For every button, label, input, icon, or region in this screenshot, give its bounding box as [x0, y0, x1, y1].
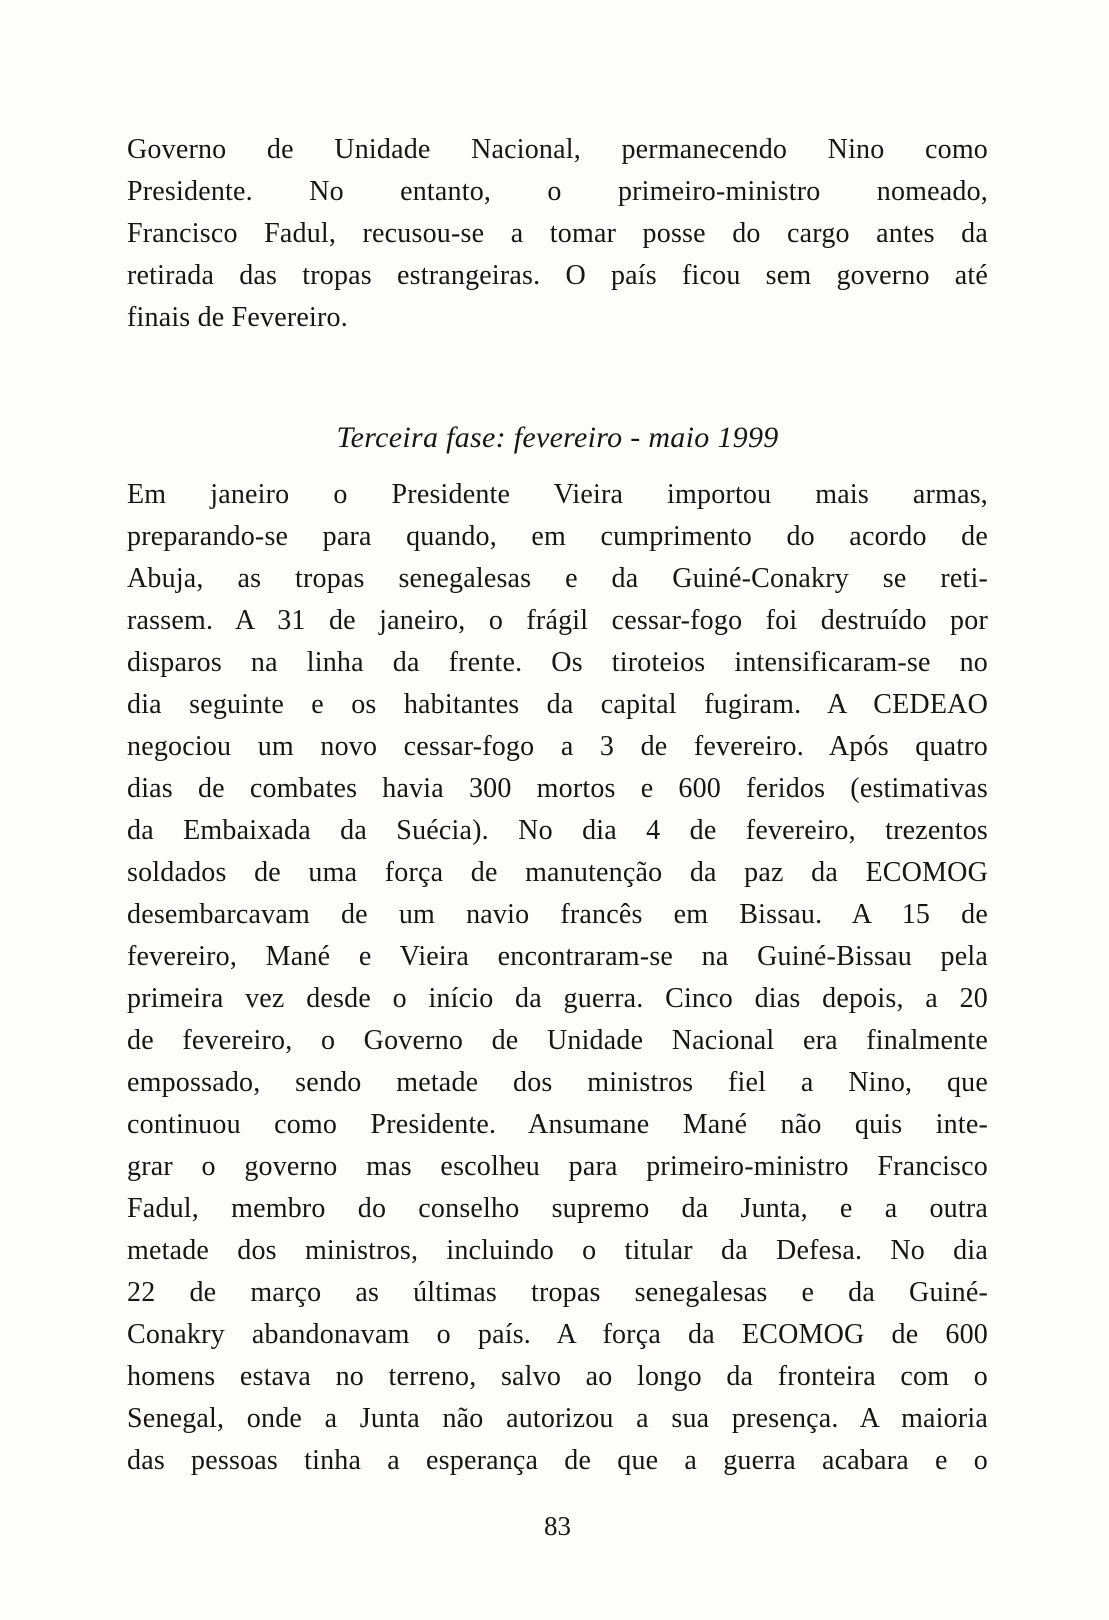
text-line: finais de Fevereiro.: [127, 302, 348, 333]
text-line: fevereiro, Mané e Vieira encontraram-se na Guiné-Bissau pela: [127, 941, 988, 972]
text-line: continuou como Presidente. Ansumane Mané não quis inte-: [127, 1109, 988, 1140]
text-line: desembarcavam de um navio francês em Bissau. A 15 de: [127, 899, 988, 930]
text-line: homens estava no terreno, salvo ao longo da fronteira com o: [127, 1361, 988, 1392]
text-line: grar o governo mas escolheu para primeiro-ministro Francisco: [127, 1151, 988, 1182]
text-line: metade dos ministros, incluindo o titular da Defesa. No dia: [127, 1235, 988, 1266]
text-line: dia seguinte e os habitantes da capital fugiram. A CEDEAO: [127, 689, 988, 720]
text-line: Abuja, as tropas senegalesas e da Guiné-Conakry se reti-: [127, 563, 988, 594]
paragraph-main: [127, 474, 988, 1482]
text-line: Francisco Fadul, recusou-se a tomar posse do cargo antes da: [127, 218, 988, 249]
text-line: Senegal, onde a Junta não autorizou a sua presença. A maioria: [127, 1403, 988, 1434]
text-line: Presidente. No entanto, o primeiro-ministro nomeado,: [127, 176, 988, 207]
text-line: rassem. A 31 de janeiro, o frágil cessar-fogo foi destruído por: [127, 605, 988, 636]
text-line: soldados de uma força de manutenção da paz da ECOMOG: [127, 857, 988, 888]
text-line: Governo de Unidade Nacional, permanecendo Nino como: [127, 134, 988, 165]
paragraph-continuation: [127, 129, 988, 339]
text-line: Fadul, membro do conselho supremo da Junta, e a outra: [127, 1193, 988, 1224]
text-line: das pessoas tinha a esperança de que a guerra acabara e o: [127, 1445, 988, 1476]
text-line: disparos na linha da frente. Os tiroteios intensificaram-se no: [127, 647, 988, 678]
text-line: empossado, sendo metade dos ministros fiel a Nino, que: [127, 1067, 988, 1098]
text-line: retirada das tropas estrangeiras. O país ficou sem governo até: [127, 260, 988, 291]
text-line: primeira vez desde o início da guerra. Cinco dias depois, a 20: [127, 983, 988, 1014]
text-line: negociou um novo cessar-fogo a 3 de fevereiro. Após quatro: [127, 731, 988, 762]
text-line: 22 de março as últimas tropas senegalesas e da Guiné-: [127, 1277, 988, 1308]
text-line: preparando-se para quando, em cumprimento do acordo de: [127, 521, 988, 552]
page-number: 83: [544, 1511, 571, 1541]
text-line: Conakry abandonavam o país. A força da ECOMOG de 600: [127, 1319, 988, 1350]
text-block: [127, 129, 988, 1482]
text-line: dias de combates havia 300 mortos e 600 feridos (estimativas: [127, 773, 988, 804]
section-heading: Terceira fase: fevereiro - maio 1999: [336, 421, 779, 454]
text-line: Em janeiro o Presidente Vieira importou mais armas,: [127, 479, 988, 510]
text-line: da Embaixada da Suécia). No dia 4 de fevereiro, trezentos: [127, 815, 988, 846]
text-line: de fevereiro, o Governo de Unidade Nacional era finalmente: [127, 1025, 988, 1056]
